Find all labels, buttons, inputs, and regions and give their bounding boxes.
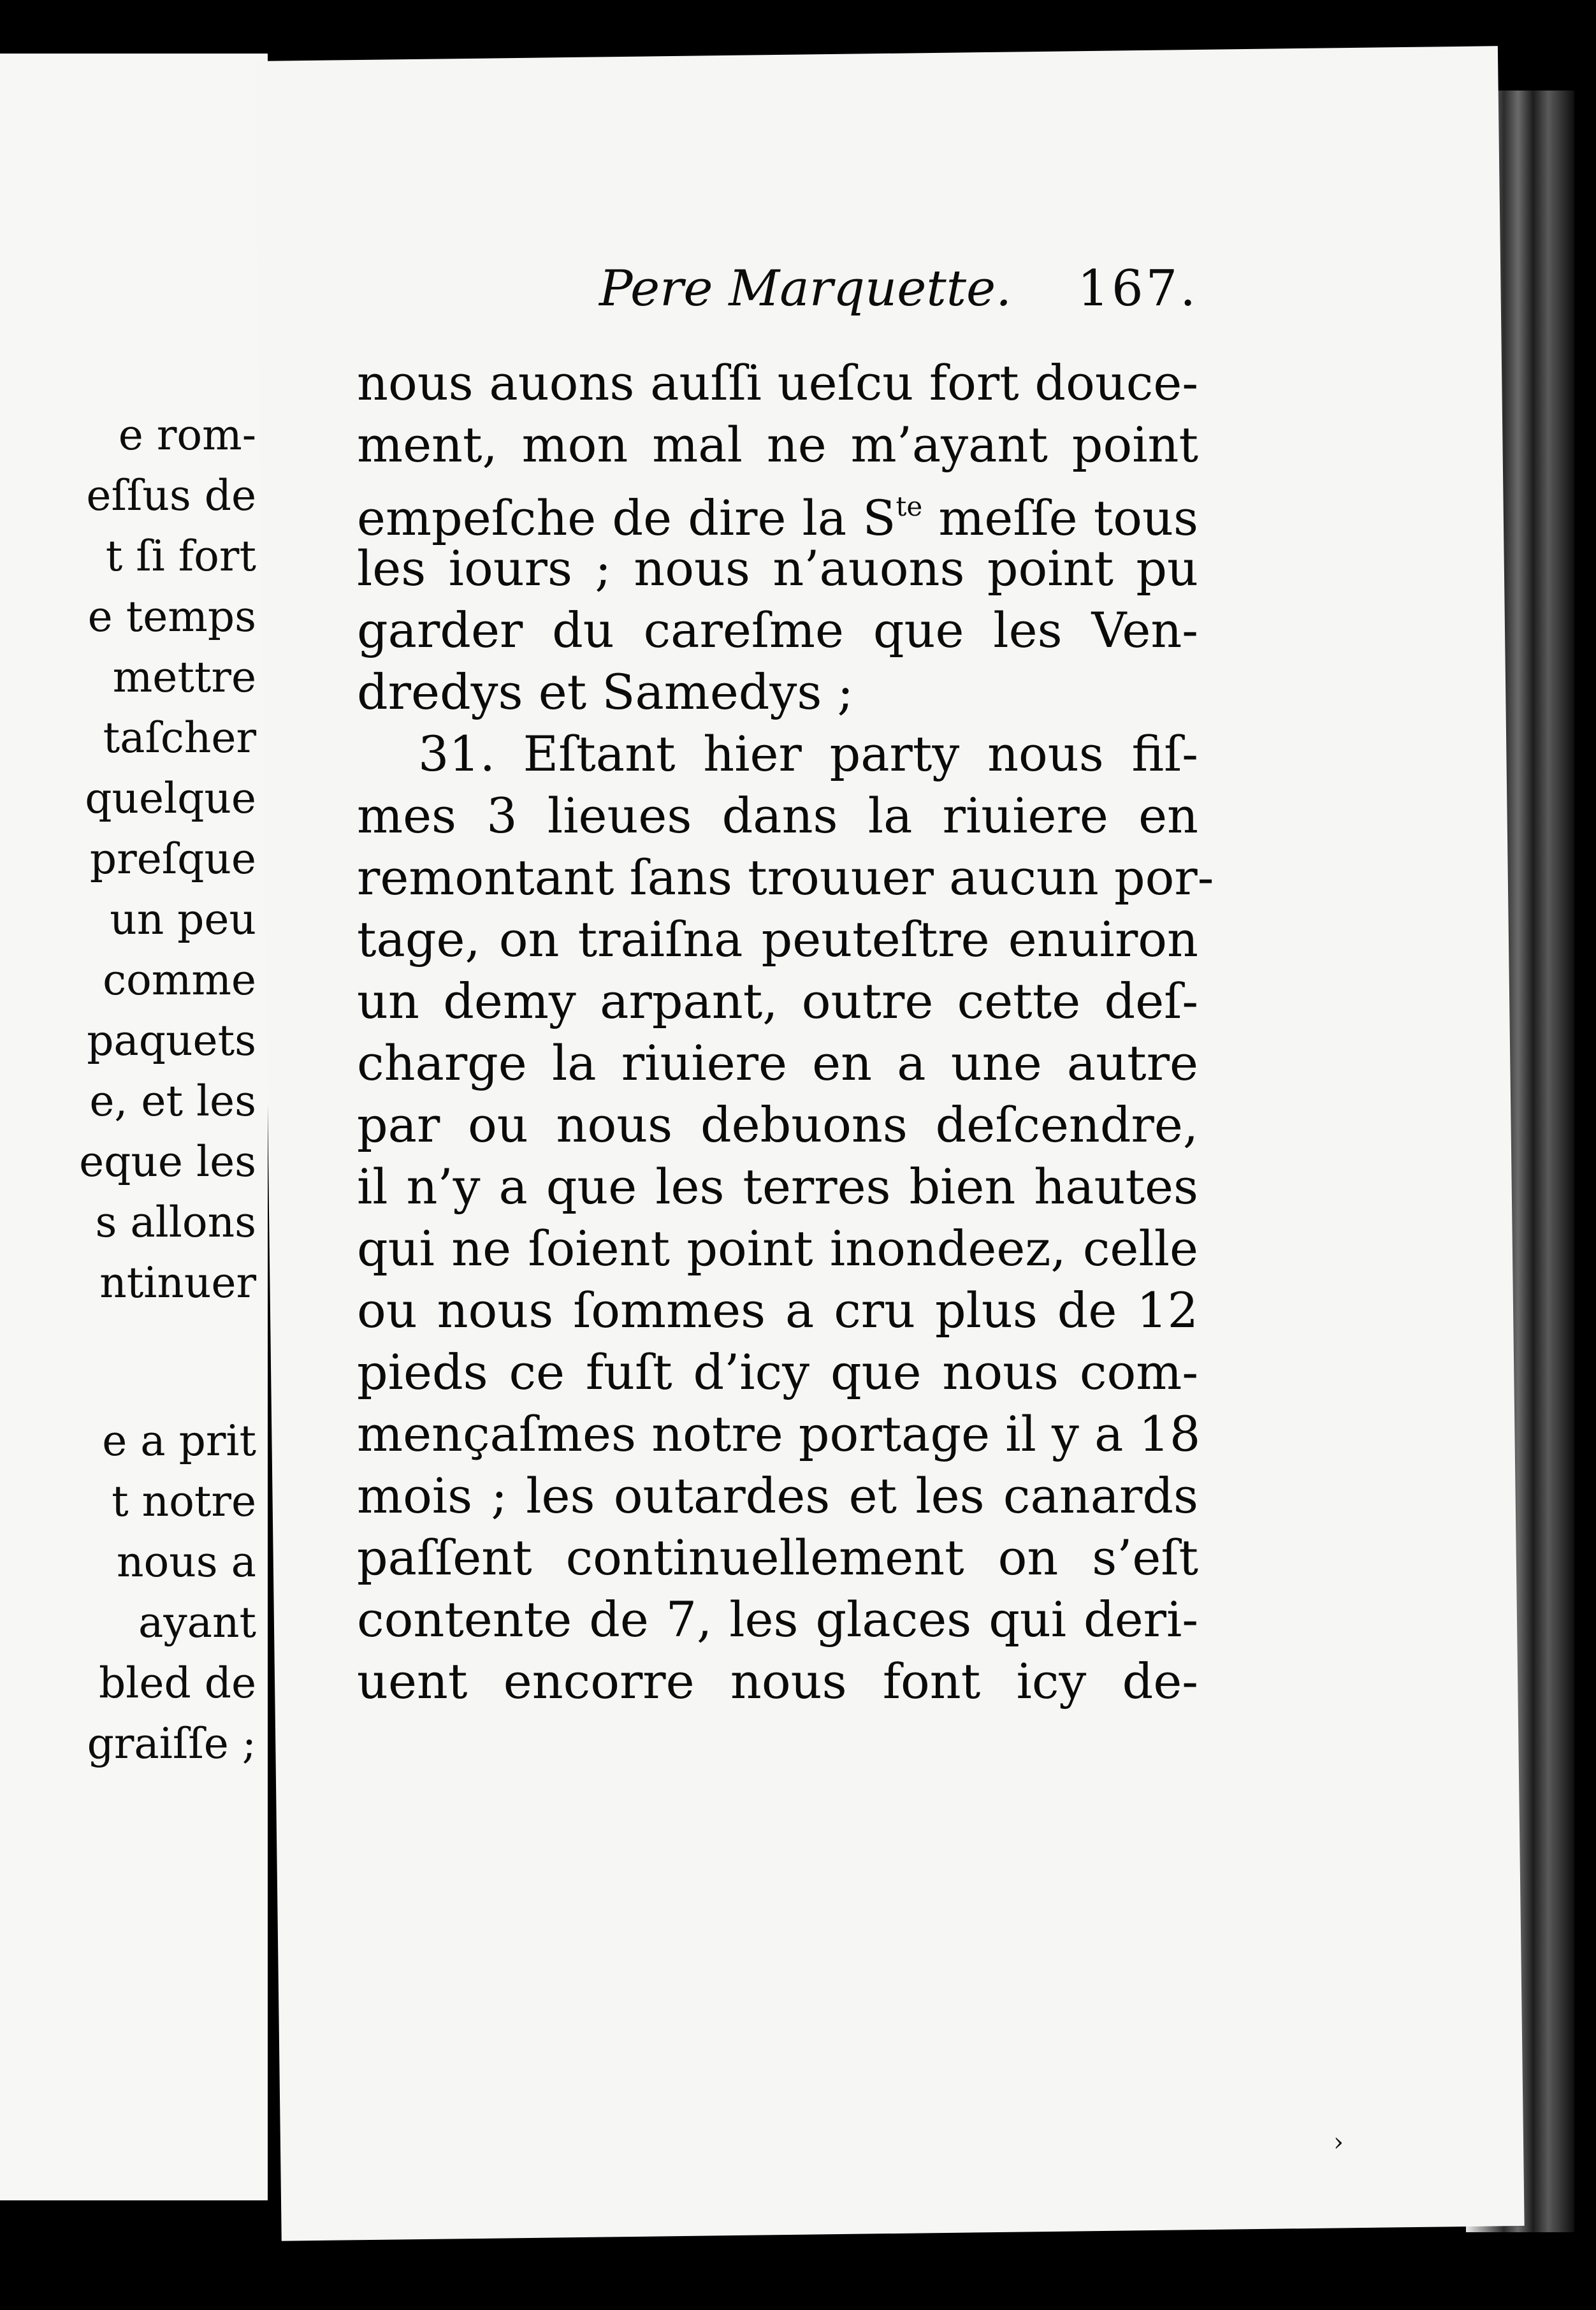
superscript: te (896, 491, 923, 522)
left-page (0, 54, 268, 2200)
left-page-line: comme (103, 955, 256, 1005)
text-line: dredys et Samedys ; (357, 664, 854, 720)
text-line: uent encorre nous font icy de- (357, 1653, 1198, 1710)
text-line: charge la riuiere en a une autre (357, 1035, 1198, 1091)
text-line: tage, on traiſna peuteſtre enuiron (357, 911, 1198, 968)
left-page-line: mettre (112, 653, 256, 702)
left-page-line: e, et les (89, 1077, 256, 1126)
left-page-line: graiſſe ; (87, 1719, 256, 1768)
text-line: garder du careſme que les Ven- (357, 602, 1198, 658)
text-fragment: empeſche de dire la S (357, 490, 896, 546)
left-page-line: preſque (89, 834, 256, 883)
text-line: 31. Eſtant hier party nous fiſ- (418, 725, 1198, 782)
left-page-line: eſſus de (86, 471, 256, 520)
left-page-line: e rom- (118, 410, 256, 460)
text-fragment: meſſe tous (922, 490, 1199, 546)
text-line: ment, mon mal ne m’ayant point (357, 416, 1198, 473)
left-page-line: nous a (117, 1537, 256, 1587)
text-line: paſſent continuellement on s’eſt (357, 1529, 1198, 1586)
text-line: mes 3 lieues dans la riuiere en (357, 787, 1198, 844)
left-page-line: s allons (95, 1198, 256, 1247)
catchword-mark: › (1333, 2128, 1344, 2157)
text-line: remontant ſans trouuer aucun por- (357, 849, 1214, 906)
left-page-line: taſcher (103, 713, 256, 762)
text-line: mois ; les outardes et les canards (357, 1467, 1198, 1524)
left-page-line: e temps (87, 592, 256, 641)
text-line: les iours ; nous n’auons point pu (357, 540, 1198, 597)
text-line: nous auons auſſi ueſcu fort douce- (357, 354, 1198, 411)
left-page-line: eque les (79, 1137, 256, 1186)
text-line: qui ne ſoient point inondeez, celle (357, 1220, 1198, 1277)
text-line: il n’y a que les terres bien hautes (357, 1158, 1198, 1215)
left-page-line: e a prit (102, 1416, 256, 1465)
text-line: mençaſmes notre portage il y a 18 (357, 1406, 1201, 1462)
text-line: par ou nous debuons deſcendre, (357, 1096, 1198, 1153)
left-page-line: quelque (85, 774, 256, 823)
left-page-line: ntinuer (99, 1258, 256, 1307)
page-title: Pere Marquette. (599, 260, 1012, 317)
text-line (357, 476, 1199, 546)
text-line: pieds ce fuſt d’icy que nous com- (357, 1344, 1198, 1400)
text-line: un demy arpant, outre cette deſ- (357, 973, 1198, 1029)
left-page-line: paquets (87, 1016, 256, 1065)
text-line: contente de 7, les glaces qui deri- (357, 1591, 1198, 1648)
text-line: ou nous ſommes a cru plus de 12 (357, 1282, 1198, 1339)
left-page-line: t notre (112, 1477, 256, 1526)
left-page-line: t ſi fort (105, 532, 256, 581)
page-number: 167. (1077, 260, 1198, 317)
left-page-line: un peu (110, 895, 256, 944)
left-page-line: ayant (138, 1598, 256, 1647)
body-text (357, 352, 1214, 1712)
left-page-line: bled de (99, 1659, 256, 1708)
